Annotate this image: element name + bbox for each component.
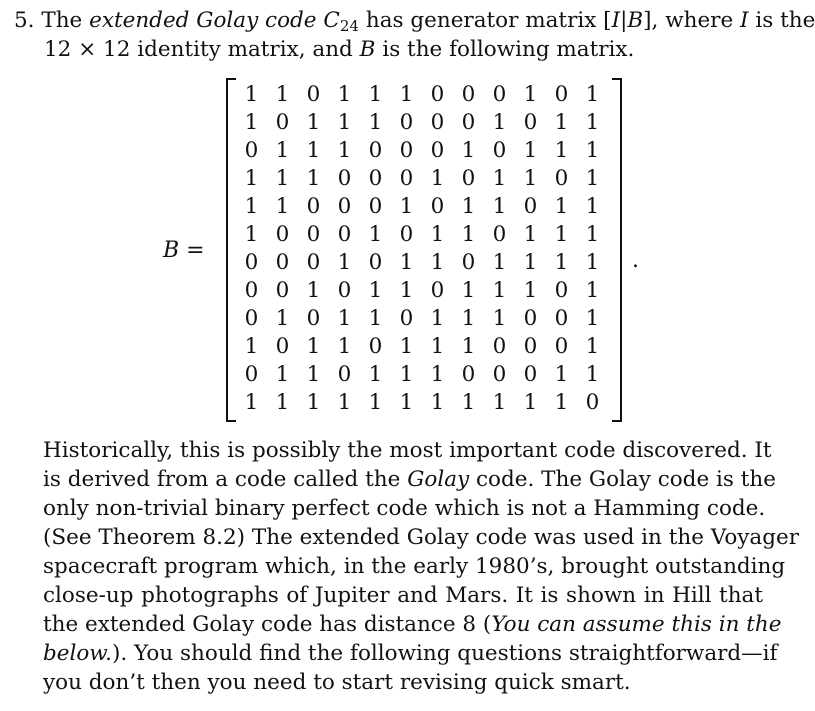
matrix-cell: 1 [306, 137, 321, 163]
matrix-cell: 1 [554, 109, 569, 135]
matrix-cell: 1 [585, 193, 600, 219]
matrix-cell: 1 [430, 165, 445, 191]
matrix-block [0, 78, 774, 423]
matrix-cell: 0 [244, 277, 259, 303]
matrix-cell: 0 [461, 361, 476, 387]
matrix-cell: 1 [244, 81, 259, 107]
matrix-cell: 1 [368, 81, 383, 107]
matrix-cell: 1 [523, 81, 538, 107]
code-symbol: $C_{24}$ [323, 8, 359, 35]
matrix-cell: 0 [368, 137, 383, 163]
matrix-cell: 1 [461, 305, 476, 331]
para-line: (See Theorem 8.2) The extended Golay code was used in the Voyager [43, 525, 799, 550]
matrix-cell: 0 [275, 221, 290, 247]
matrix-row [236, 80, 608, 108]
matrix-cell: 1 [430, 221, 445, 247]
matrix-row [236, 136, 608, 164]
matrix-cell: 1 [461, 333, 476, 359]
matrix-cell: 1 [275, 389, 290, 415]
matrix-cell: 1 [399, 277, 414, 303]
matrix-cell: 1 [399, 193, 414, 219]
matrix-cell: 0 [368, 333, 383, 359]
para-line: spacecraft program which, in the early 1980’s, brought outstanding [43, 554, 786, 579]
matrix-cell: 1 [430, 305, 445, 331]
matrix-cell: 1 [585, 333, 600, 359]
matrix-cell: 1 [461, 389, 476, 415]
matrix-cell: 0 [337, 361, 352, 387]
matrix-cell: 1 [492, 305, 507, 331]
matrix-cell: 0 [430, 193, 445, 219]
matrix-cell: 1 [585, 249, 600, 275]
matrix-cell: 0 [430, 137, 445, 163]
matrix-cell: 0 [399, 109, 414, 135]
matrix-cell: 0 [461, 249, 476, 275]
matrix-cell: 0 [337, 221, 352, 247]
problem-statement [14, 6, 815, 64]
matrix-cell: 0 [244, 249, 259, 275]
matrix-cell: 1 [430, 361, 445, 387]
problem-line-1: 5. The extended Golay code $C_{24}$ has generator matrix [I|B], where I is the [14, 8, 815, 35]
matrix-cell: 1 [461, 137, 476, 163]
matrix-row [236, 164, 608, 192]
matrix-cell: 0 [523, 109, 538, 135]
matrix-cell: 0 [492, 361, 507, 387]
matrix-cell: 0 [523, 333, 538, 359]
term-extended-golay: extended Golay code [89, 8, 317, 33]
para-line: below.). You should find the following questions straightforward—if [43, 641, 778, 666]
matrix-cell: 1 [244, 109, 259, 135]
matrix-cell: 1 [399, 389, 414, 415]
matrix-cell: 1 [306, 109, 321, 135]
matrix-cell: 0 [461, 165, 476, 191]
matrix-cell: 1 [337, 389, 352, 415]
matrix-cell: 1 [523, 389, 538, 415]
matrix-cell: 1 [554, 137, 569, 163]
matrix-cell: 0 [554, 333, 569, 359]
matrix-cell: 1 [523, 137, 538, 163]
matrix-cell: 1 [492, 249, 507, 275]
matrix-cell: 1 [585, 221, 600, 247]
matrix-cell: 0 [554, 305, 569, 331]
matrix-cell: 1 [244, 165, 259, 191]
matrix-cell: 0 [368, 165, 383, 191]
matrix-cell: 1 [554, 249, 569, 275]
matrix-cell: 1 [585, 81, 600, 107]
matrix-cell: 0 [554, 277, 569, 303]
matrix-cell: 1 [337, 137, 352, 163]
matrix-cell: 1 [306, 277, 321, 303]
matrix-cell: 1 [337, 109, 352, 135]
matrix-cell: 1 [554, 221, 569, 247]
matrix-cell: 0 [492, 333, 507, 359]
matrix-cell: 0 [337, 165, 352, 191]
explanation-paragraph [43, 436, 799, 697]
matrix-cell: 1 [306, 361, 321, 387]
matrix-cell: 1 [368, 361, 383, 387]
matrix-cell: 0 [399, 305, 414, 331]
matrix-cell: 1 [585, 361, 600, 387]
matrix-cell: 1 [244, 193, 259, 219]
para-line: you don’t then you need to start revising quick smart. [43, 670, 631, 695]
matrix-cell: 1 [461, 221, 476, 247]
matrix-cell: 1 [244, 333, 259, 359]
matrix-cell: 0 [399, 137, 414, 163]
matrix-cell: 1 [275, 305, 290, 331]
matrix-cell: 0 [306, 305, 321, 331]
matrix-cell: 1 [337, 305, 352, 331]
matrix-cell: 0 [244, 361, 259, 387]
matrix-cell: 1 [275, 361, 290, 387]
matrix-row [236, 220, 608, 248]
matrix-cell: 0 [275, 249, 290, 275]
matrix-b [236, 80, 608, 416]
matrix-cell: 1 [523, 165, 538, 191]
matrix-cell: 1 [275, 81, 290, 107]
matrix-cell: 1 [337, 81, 352, 107]
para-line: only non-trivial binary perfect code which is not a Hamming code. [43, 496, 766, 521]
matrix-label: B = [163, 238, 205, 263]
matrix-cell: 0 [523, 361, 538, 387]
matrix-cell: 0 [554, 81, 569, 107]
matrix-cell: 0 [337, 193, 352, 219]
matrix-cell: 1 [337, 249, 352, 275]
matrix-cell: 0 [244, 137, 259, 163]
matrix-cell: 1 [585, 305, 600, 331]
matrix-cell: 1 [368, 305, 383, 331]
matrix-cell: 1 [585, 109, 600, 135]
right-bracket [612, 78, 622, 422]
matrix-cell: 0 [461, 109, 476, 135]
matrix-cell: 1 [461, 193, 476, 219]
matrix-cell: 0 [368, 193, 383, 219]
matrix-cell: 1 [368, 109, 383, 135]
matrix-cell: 0 [306, 81, 321, 107]
problem-number: 5. [14, 8, 35, 33]
matrix-cell: 0 [492, 81, 507, 107]
matrix-cell: 1 [554, 361, 569, 387]
matrix-cell: 0 [492, 137, 507, 163]
matrix-cell: 1 [337, 333, 352, 359]
matrix-cell: 0 [554, 165, 569, 191]
matrix-cell: 1 [399, 81, 414, 107]
matrix-cell: 1 [585, 277, 600, 303]
problem-line-2: 12 × 12 identity matrix, and B is the following matrix. [44, 37, 635, 62]
matrix-row [236, 388, 608, 416]
matrix-cell: 1 [399, 361, 414, 387]
left-bracket [226, 78, 236, 422]
matrix-cell: 0 [492, 221, 507, 247]
matrix-cell: 1 [492, 277, 507, 303]
matrix-cell: 0 [244, 305, 259, 331]
matrix-cell: 0 [461, 81, 476, 107]
matrix-cell: 1 [554, 193, 569, 219]
matrix-cell: 0 [585, 389, 600, 415]
matrix-row [236, 304, 608, 332]
matrix-cell: 1 [399, 249, 414, 275]
matrix-cell: 0 [337, 277, 352, 303]
matrix-cell: 1 [306, 389, 321, 415]
matrix-cell: 1 [523, 249, 538, 275]
matrix-cell: 1 [461, 277, 476, 303]
matrix-cell: 1 [275, 193, 290, 219]
matrix-cell: 1 [368, 277, 383, 303]
matrix-cell: 0 [306, 249, 321, 275]
matrix-cell: 1 [554, 389, 569, 415]
matrix-cell: 0 [306, 221, 321, 247]
matrix-row [236, 248, 608, 276]
matrix-row [236, 360, 608, 388]
matrix-cell: 1 [492, 193, 507, 219]
matrix-cell: 1 [244, 389, 259, 415]
matrix-cell: 1 [492, 165, 507, 191]
matrix-cell: 1 [492, 109, 507, 135]
matrix-cell: 0 [430, 277, 445, 303]
matrix-cell: 0 [368, 249, 383, 275]
matrix-cell: 1 [585, 165, 600, 191]
matrix-cell: 1 [523, 221, 538, 247]
matrix-trailing-period: . [632, 248, 639, 273]
matrix-cell: 0 [275, 277, 290, 303]
matrix-cell: 1 [430, 333, 445, 359]
para-line: Historically, this is possibly the most important code discovered. It [43, 438, 772, 463]
matrix-cell: 1 [399, 333, 414, 359]
matrix-cell: 0 [430, 81, 445, 107]
matrix-row [236, 192, 608, 220]
para-line: is derived from a code called the Golay code. The Golay code is the [43, 467, 776, 492]
matrix-cell: 1 [585, 137, 600, 163]
matrix-cell: 1 [523, 277, 538, 303]
matrix-cell: 0 [275, 333, 290, 359]
matrix-cell: 0 [399, 165, 414, 191]
matrix-cell: 0 [306, 193, 321, 219]
matrix-cell: 1 [430, 389, 445, 415]
matrix-cell: 0 [399, 221, 414, 247]
matrix-cell: 1 [306, 333, 321, 359]
matrix-cell: 1 [275, 165, 290, 191]
matrix-cell: 1 [244, 221, 259, 247]
matrix-cell: 1 [275, 137, 290, 163]
para-line: the extended Golay code has distance 8 (You can assume this in the [43, 612, 782, 637]
matrix-row [236, 108, 608, 136]
matrix-cell: 1 [368, 221, 383, 247]
matrix-cell: 0 [430, 109, 445, 135]
matrix-row [236, 276, 608, 304]
matrix-cell: 1 [306, 165, 321, 191]
matrix-cell: 0 [523, 193, 538, 219]
matrix-cell: 0 [523, 305, 538, 331]
matrix-cell: 1 [430, 249, 445, 275]
matrix-row [236, 332, 608, 360]
matrix-cell: 1 [492, 389, 507, 415]
matrix-cell: 1 [368, 389, 383, 415]
matrix-cell: 0 [275, 109, 290, 135]
para-line: close-up photographs of Jupiter and Mars. It is shown in Hill that [43, 583, 763, 608]
